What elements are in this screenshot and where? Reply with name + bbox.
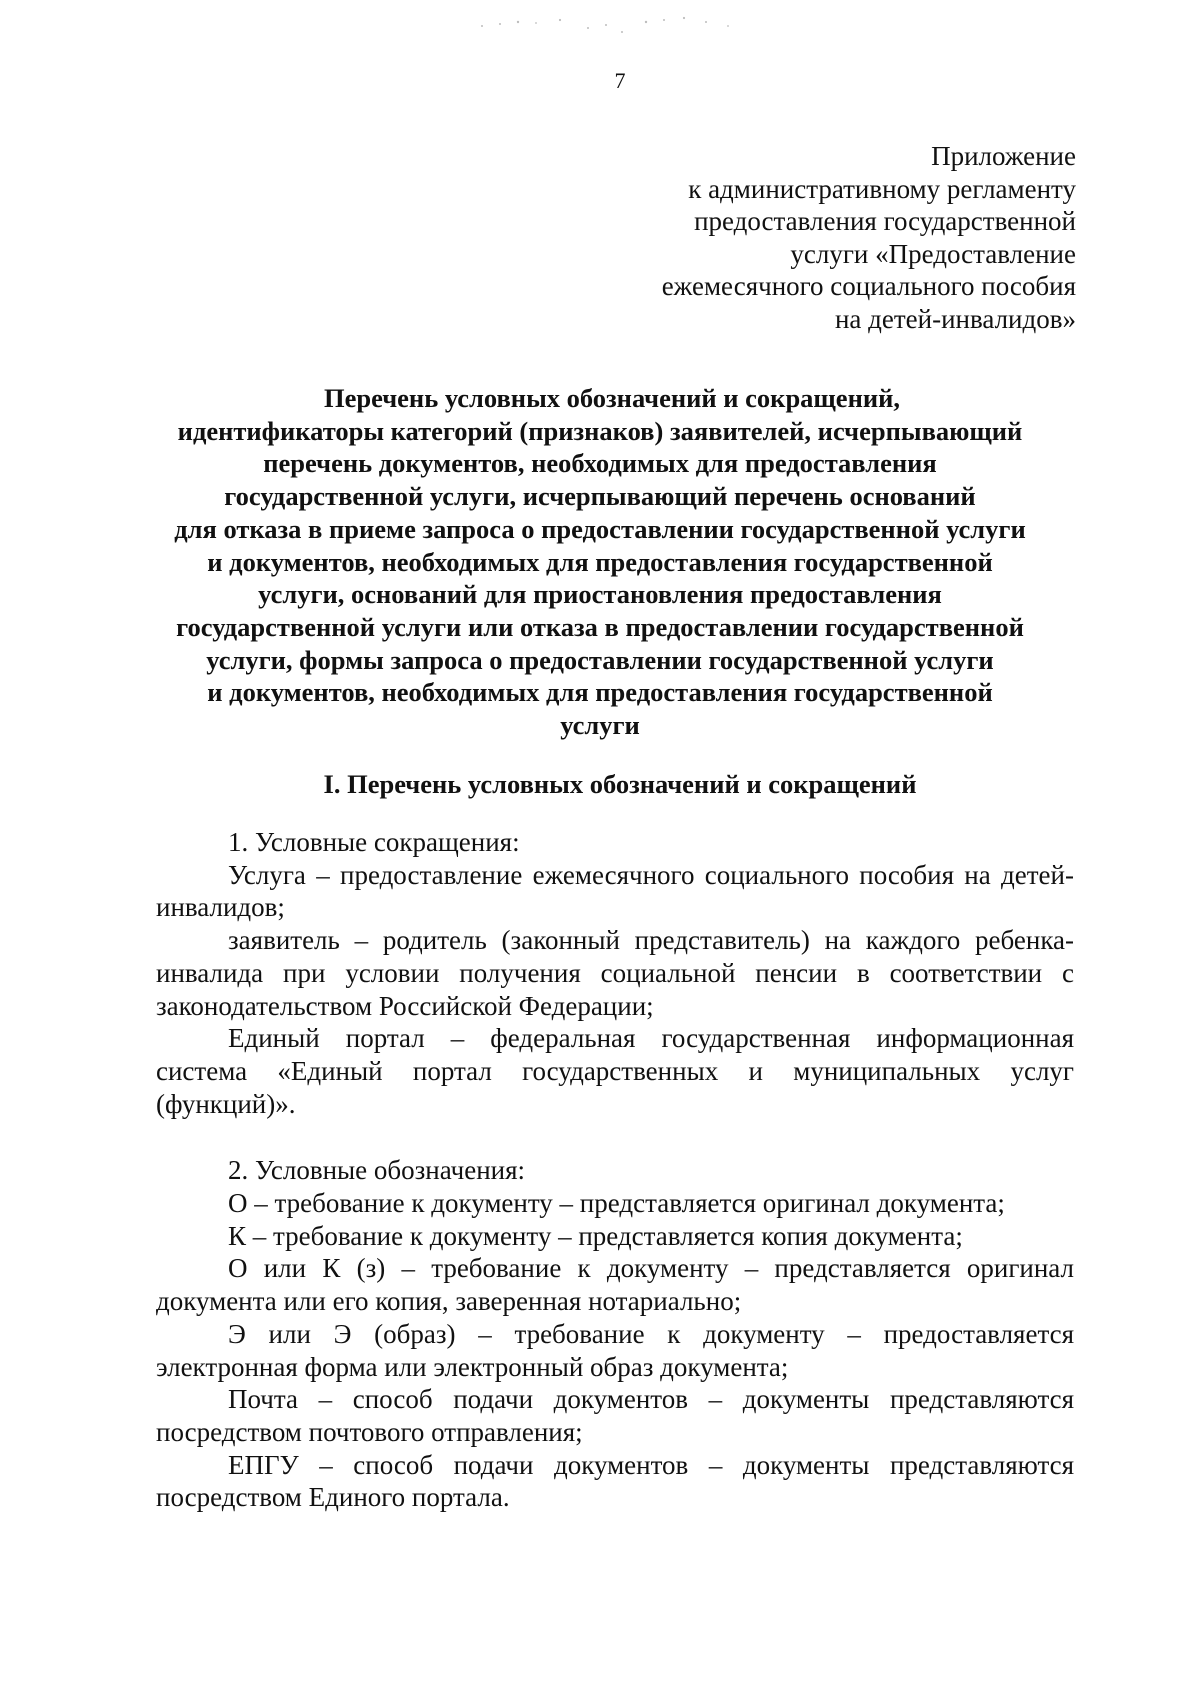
designation-item: О – требование к документу – представляется оригинал документа; <box>228 1188 1005 1219</box>
appendix-line: на детей-инвалидов» <box>834 303 1076 334</box>
title-line: услуги <box>560 710 640 741</box>
appendix-note <box>476 140 1076 336</box>
section-heading: I. Перечень условных обозначений и сокращений <box>323 769 917 799</box>
document-body <box>156 826 1074 1514</box>
title-line: перечень документов, необходимых для предоставления <box>263 448 937 479</box>
abbreviation-item: Услуга – предоставление ежемесячного социального пособия на детей-инвалидов; <box>156 859 1074 923</box>
title-line: и документов, необходимых для предоставления государственной <box>207 546 993 577</box>
abbreviations-heading: 1. Условные сокращения: <box>228 827 520 857</box>
appendix-line: предоставления государственной <box>694 206 1076 237</box>
title-line: услуги, формы запроса о предоставлении государственной услуги <box>206 644 994 675</box>
title-line: Перечень условных обозначений и сокращений, <box>324 383 900 413</box>
appendix-line: к административному регламенту <box>688 173 1076 204</box>
designation-item: ЕПГУ – способ подачи документов – документы представляются посредством Единого портала. <box>156 1449 1074 1513</box>
designation-item: Почта – способ подачи документов – документы представляются посредством почтового отправления; <box>156 1384 1074 1447</box>
title-line: государственной услуги, исчерпывающий перечень оснований <box>224 481 976 512</box>
page-number: 7 <box>614 68 626 93</box>
designation-item: Э или Э (образ) – требование к документу – предоставляется электронная форма или электронный образ документа; <box>156 1318 1074 1382</box>
document-title <box>120 382 1080 742</box>
designation-item: О или К (з) – требование к документу – представляется оригинал документа или его копия, заверенная нотариально; <box>156 1253 1074 1317</box>
appendix-line: ежемесячного социального пособия <box>661 271 1076 302</box>
designation-item: К – требование к документу – представляется копия документа; <box>228 1220 963 1251</box>
title-line: идентификаторы категорий (признаков) заявителей, исчерпывающий <box>177 415 1023 446</box>
abbreviation-item: заявитель – родитель (законный представитель) на каждого ребенка-инвалида при условии получения социальной пенсии в соответствии с законодательством Российской Федерации; <box>156 925 1074 1021</box>
paragraph-gap <box>156 1120 1074 1154</box>
title-line: услуги, оснований для приостановления предоставления <box>258 579 942 610</box>
title-line: и документов, необходимых для предоставления государственной <box>207 677 993 708</box>
abbreviation-item: Единый портал – федеральная государственная информационная система «Единый портал государственных и муниципальных услуг (функций)». <box>156 1023 1074 1119</box>
designations-heading: 2. Условные обозначения: <box>228 1155 526 1186</box>
appendix-line: услуги «Предоставление <box>790 238 1076 269</box>
title-line: государственной услуги или отказа в предоставлении государственной <box>176 611 1024 642</box>
title-line: для отказа в приеме запроса о предоставлении государственной услуги <box>174 513 1026 544</box>
appendix-line: Приложение <box>931 141 1076 171</box>
scan-artifact <box>470 8 750 38</box>
